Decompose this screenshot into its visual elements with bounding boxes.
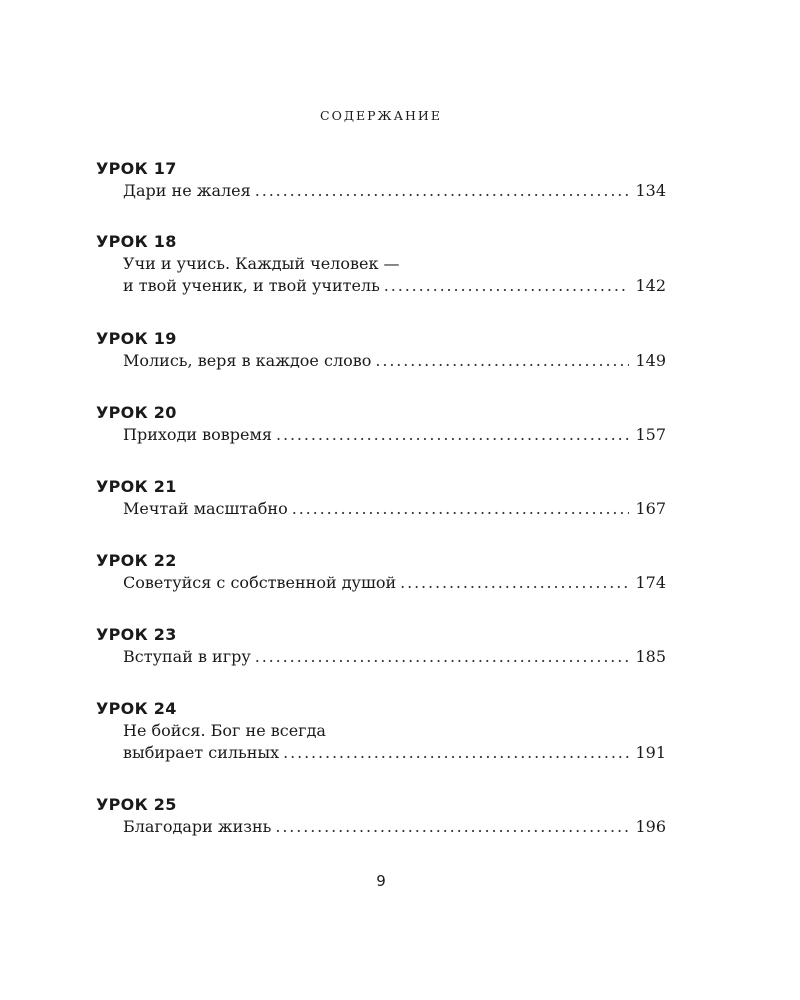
- entry-title: Молись, веря в каждое слово: [123, 351, 372, 370]
- entry-title: и твой ученик, и твой учитель: [123, 276, 380, 295]
- entry-page-number: 134: [635, 181, 666, 200]
- entry-last-line: [123, 572, 666, 594]
- lesson-heading: УРОК 18: [96, 232, 177, 251]
- dot-leader: [276, 424, 629, 446]
- entry-page-number: 174: [635, 573, 666, 592]
- toc-lesson: [96, 158, 666, 202]
- entry-title-line: Не бойся. Бог не всегда: [123, 721, 326, 740]
- entry-title: Дари не жалея: [123, 181, 251, 200]
- entry-last-line: [123, 350, 666, 372]
- entry-page-number: 149: [635, 351, 666, 370]
- entry-last-line: [123, 180, 666, 202]
- entry-title: Вступай в игру: [123, 647, 251, 666]
- dot-leader: [384, 275, 630, 297]
- entry-last-line: [123, 498, 666, 520]
- lesson-heading: УРОК 22: [96, 551, 177, 570]
- toc-entry[interactable]: [96, 572, 666, 594]
- toc-entry[interactable]: [96, 424, 666, 446]
- lesson-heading: УРОК 23: [96, 625, 177, 644]
- entry-title: Советуйся с собственной душой: [123, 573, 397, 592]
- entry-title: Благодари жизнь: [123, 817, 272, 836]
- entry-page-number: 196: [635, 817, 666, 836]
- toc-entry[interactable]: [96, 720, 666, 764]
- toc-entry[interactable]: [96, 253, 666, 297]
- entry-title: Мечтай масштабно: [123, 499, 288, 518]
- entry-page-number: 167: [635, 499, 666, 518]
- dot-leader: [283, 742, 629, 764]
- dot-leader: [255, 646, 630, 668]
- lesson-heading: УРОК 17: [96, 159, 177, 178]
- toc-lesson: [96, 794, 666, 838]
- toc-lesson: [96, 231, 666, 297]
- toc-entry[interactable]: [96, 180, 666, 202]
- toc-lesson: [96, 402, 666, 446]
- dot-leader: [255, 180, 630, 202]
- toc-title: СОДЕРЖАНИЕ: [320, 108, 442, 123]
- toc-lesson: [96, 698, 666, 764]
- entry-page-number: 191: [635, 743, 666, 762]
- lesson-heading: УРОК 20: [96, 403, 177, 422]
- toc-lesson: [96, 328, 666, 372]
- entry-last-line: [123, 275, 666, 297]
- lesson-heading: УРОК 21: [96, 477, 177, 496]
- dot-leader: [275, 816, 629, 838]
- entry-title: Приходи вовремя: [123, 425, 273, 444]
- toc-entry[interactable]: [96, 816, 666, 838]
- entry-page-number: 185: [635, 647, 666, 666]
- entry-title-line: Учи и учись. Каждый человек —: [123, 254, 400, 273]
- entry-last-line: [123, 424, 666, 446]
- toc-lesson: [96, 550, 666, 594]
- dot-leader: [400, 572, 629, 594]
- lesson-heading: УРОК 19: [96, 329, 177, 348]
- toc-lesson: [96, 476, 666, 520]
- entry-page-number: 142: [635, 276, 666, 295]
- entry-title: выбирает сильных: [123, 743, 280, 762]
- dot-leader: [375, 350, 629, 372]
- entry-last-line: [123, 816, 666, 838]
- toc-lesson: [96, 624, 666, 668]
- lesson-heading: УРОК 25: [96, 795, 177, 814]
- toc-entry[interactable]: [96, 646, 666, 668]
- entry-last-line: [123, 646, 666, 668]
- page-number: 9: [376, 872, 386, 890]
- lesson-heading: УРОК 24: [96, 699, 177, 718]
- entry-last-line: [123, 742, 666, 764]
- dot-leader: [292, 498, 630, 520]
- toc-entry[interactable]: [96, 498, 666, 520]
- toc-entry[interactable]: [96, 350, 666, 372]
- entry-page-number: 157: [635, 425, 666, 444]
